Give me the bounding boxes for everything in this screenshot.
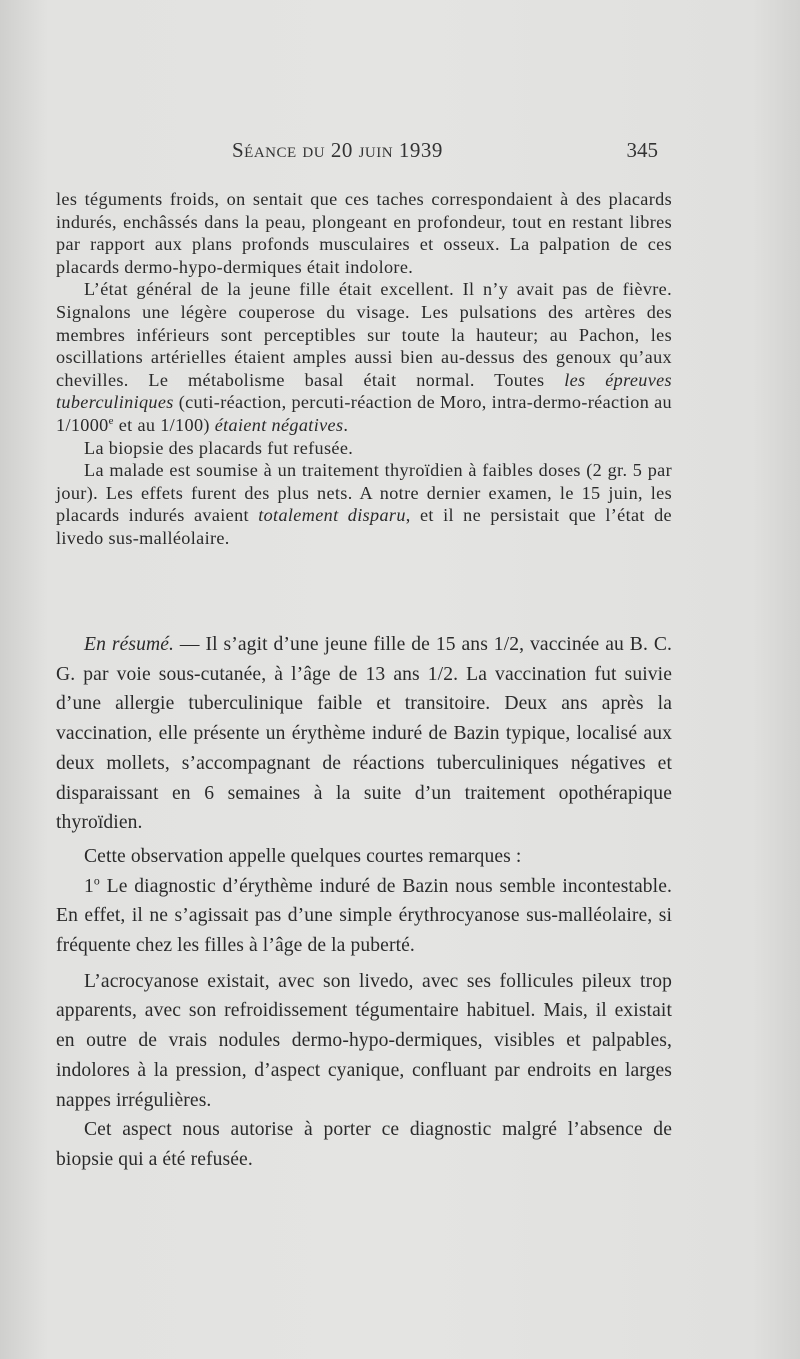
paragraph-1: les téguments froids, on sentait que ces taches correspondaient à des placards indurés, enchâssés dans la peau, plongeant en profondeur, tout en restant libres par rapport aux plans profonds musculaires et osseux. La palpation de ces placards dermo-hypo-dermiques était indolore.	[56, 189, 672, 277]
paragraph-2-italic-1: les épreuves tuberculiniques	[56, 369, 672, 413]
remark-number-superscript: o	[93, 874, 100, 888]
paragraph-4	[56, 459, 672, 549]
header-title-day: 20	[330, 138, 353, 162]
paragraph-2-text-2: (cuti-réaction, percuti-réaction de Moro, intra-dermo-réaction au 1/1000	[56, 392, 672, 435]
paragraph-2-italic-2: étaient négatives	[214, 414, 344, 435]
paragraph-4-text-1: La malade est soumise à un traitement thyroïdien à faibles doses (2 gr. 5 par jour). Les effets furent des plus nets. A notre dernier examen, le 15 juin, les placards indurés avaient	[56, 460, 672, 526]
page-number: 345	[626, 138, 658, 162]
header-title-prefix: Séance du	[232, 138, 326, 162]
paragraph-3: La biopsie des placards fut refusée.	[84, 437, 354, 458]
paragraph-remarks-intro: Cette observation appelle quelques courtes remarques :	[84, 845, 522, 867]
body-text-large	[56, 630, 672, 1175]
paragraph-2	[56, 278, 672, 436]
header-title-month: juin	[358, 138, 394, 162]
paragraph-4-text-2: , et il ne persistait que l’état de livedo sus-malléolaire.	[56, 505, 672, 548]
running-header	[232, 138, 658, 168]
paragraph-2-superscript: e	[108, 414, 114, 427]
summary-text: — Il s’agit d’une jeune fille de 15 ans 1/2, vaccinée au B. C. G. par voie sous-cutanée, à l’âge de 13 ans 1/2. La vaccination fut suivie d’une allergie tuberculinique faible et transitoire. Deux ans après la vaccination, elle présente un érythème induré de Bazin typique, localisé aux deux mollets, s’accompagnant de réactions tuberculiniques négatives et disparaissant en 6 semaines à la suite d’un traitement opothérapique thyroïdien.	[56, 634, 672, 834]
remark-number: 1	[84, 875, 94, 897]
paragraph-2-text-1: L’état général de la jeune fille était excellent. Il n’y avait pas de fièvre. Signalons une légère couperose du visage. Les pulsations des artères des membres inférieurs sont perceptibles sur toute la hauteur; au Pachon, les oscillations artérielles étaient amples aussi bien au-dessus des genoux qu’aux chevilles. Le métabolisme basal était normal. Toutes	[56, 279, 672, 390]
remark-1-text: Le diagnostic d’érythème induré de Bazin nous semble incontestable. En effet, il ne s’agissait pas d’une simple érythrocyanose sus-malléolaire, si fréquente chez les filles à l’âge de la puberté.	[56, 875, 672, 957]
paragraph-2-text-4: .	[343, 414, 349, 435]
header-title-year: 1939	[398, 138, 443, 162]
paragraph-4-italic: totalement disparu	[258, 505, 406, 526]
body-text-small	[56, 188, 672, 550]
paragraph-remark-1	[56, 872, 672, 961]
paragraph-summary	[56, 630, 672, 838]
paragraph-acrocyanose: L’acrocyanose existait, avec son livedo, avec ses follicules pileux trop apparents, avec son refroidissement tégumentaire habituel. Mais, il existait en outre de vrais nodules dermo-hypo-dermiques, visibles et palpables, indolores à la pression, d’aspect cyanique, confluant par endroits en larges nappes irrégulières.	[56, 970, 672, 1111]
summary-heading: En résumé.	[84, 634, 175, 655]
paragraph-2-text-3: et au 1/100)	[113, 414, 215, 435]
paragraph-conclusion: Cet aspect nous autorise à porter ce diagnostic malgré l’absence de biopsie qui a été refusée.	[56, 1119, 672, 1170]
header-title	[232, 138, 443, 163]
